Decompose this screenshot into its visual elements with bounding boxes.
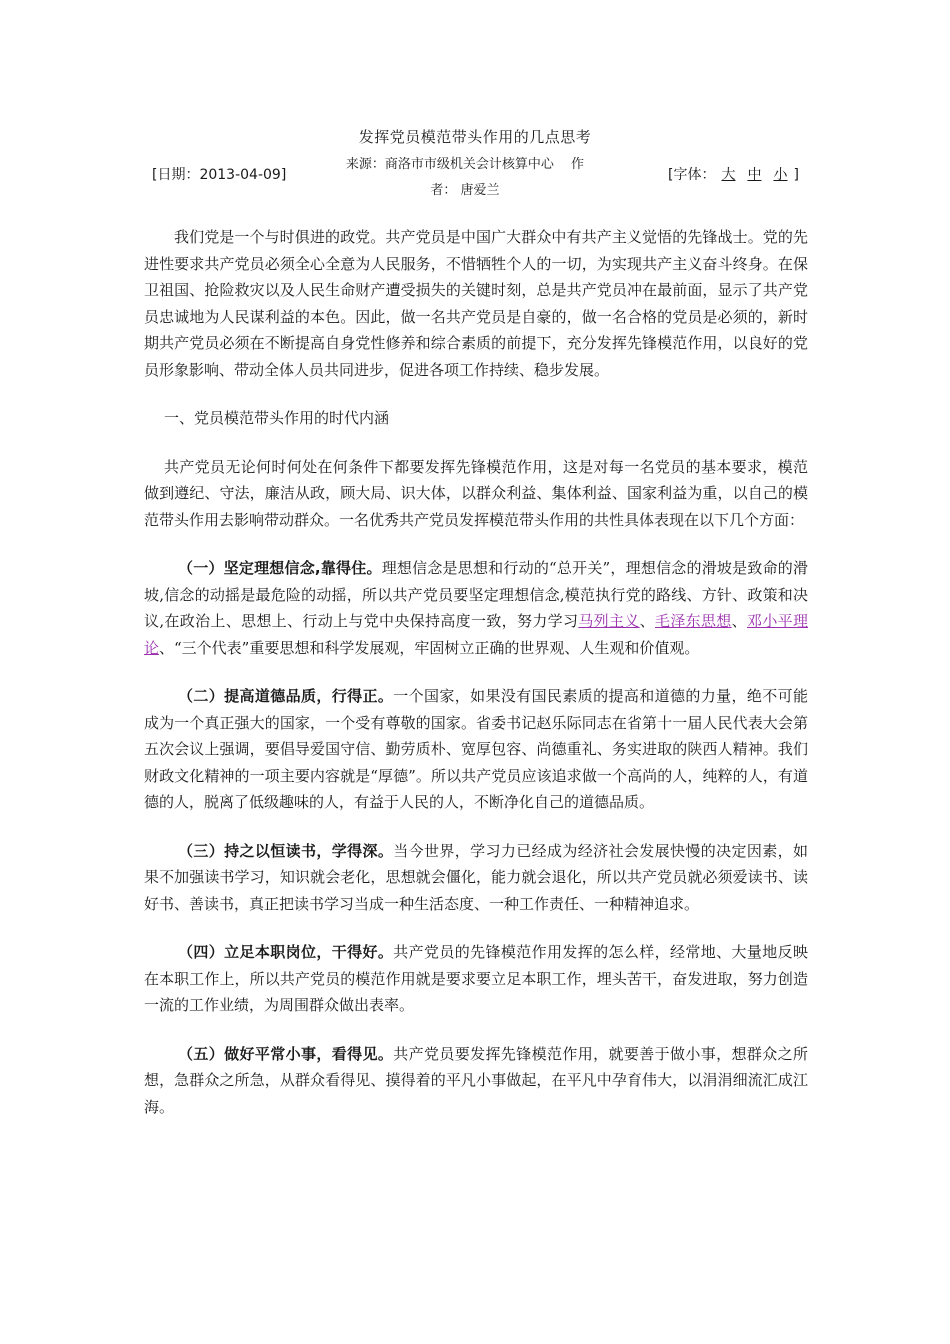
item-heading-2: （二）提高道德品质，行得正。	[178, 687, 394, 705]
intro-paragraph: 我们党是一个与时俱进的政党。共产党员是中国广大群众中有共产主义觉悟的先锋战士。党的先进性要求共产党员必须全心全意为人民服务，不惜牺牲个人的一切，为实现共产主义奋斗终身。在保卫祖国、抢险救灾以及人民生命财产遭受损失的关键时刻，总是共产党员冲在最前面，显示了共产党员忠诚地为人民谋利益的本色。因此，做一名共产党员是自豪的，做一名合格的党员是必须的，新时期共产党员必须在不断提高自身党性修养和综合素质的前提下，充分发挥先锋模范作用，以良好的党员形象影响、带动全体人员共同进步，促进各项工作持续、稳步发展。	[144, 228, 808, 379]
item-text-3: 当今世界，学习力已经成为经济社会发展快慢的决定因素，如果不加强读书学习，知识就会老化，思想就会僵化，能力就会退化，所以共产党员就必须爱读书、读好书、善读书，真正把读书学习当成一种生活态度、一种工作责任、一种精神追求。	[144, 841, 808, 913]
item-paragraph-5	[144, 1041, 808, 1121]
article-title: 发挥党员模范带头作用的几点思考	[358, 128, 592, 146]
article-body	[144, 224, 808, 1120]
item-paragraph-3	[144, 838, 808, 918]
article-source	[330, 152, 600, 204]
font-size-suffix: ]	[793, 167, 799, 183]
item-text-1a: 理想信念是思想和行动的“总开关”，理想信念的滑坡是致命的滑坡,信念的动摇是最危险的动摇，所以共产党员要坚定理想信念,模范执行党的路线、方针、政策和决议,在政治上、思想上、行动上与党中央保持高度一致，努力学习	[144, 559, 808, 630]
font-large-link[interactable]: 大	[721, 167, 736, 183]
source-line-1: 来源：商洛市市级机关会计核算中心 作	[345, 157, 585, 172]
item-heading-3: （三）持之以恒读书，学得深。	[178, 841, 394, 860]
item-paragraph-1	[144, 555, 808, 661]
publish-date: [日期：2013-04-09]	[152, 167, 287, 183]
item-sep-2: 、	[731, 612, 747, 630]
link-mao-zedong-thought[interactable]: 毛泽东思想	[654, 612, 732, 630]
item-paragraph-4	[144, 939, 808, 1019]
item-sep-1: 、	[639, 612, 655, 630]
item-paragraph-2	[144, 683, 808, 816]
font-size-prefix: [字体：	[668, 167, 716, 183]
font-small-link[interactable]: 小	[773, 167, 788, 183]
section-heading-1: 一、党员模范带头作用的时代内涵	[164, 409, 390, 427]
section-paragraph-1: 共产党员无论何时何处在何条件下都要发挥先锋模范作用，这是对每一名党员的基本要求，模范做到遵纪、守法，廉洁从政，顾大局、识大体，以群众利益、集体利益、国家利益为重，以自己的模范带头作用去影响带动群众。一名优秀共产党员发挥模范带头作用的共性具体表现在以下几个方面：	[144, 457, 808, 529]
item-heading-1: （一）坚定理想信念,靠得住。	[178, 559, 382, 577]
item-heading-4: （四）立足本职岗位，干得好。	[178, 943, 394, 961]
item-text-4: 共产党员的先锋模范作用发挥的怎么样，经常地、大量地反映在本职工作上，所以共产党员的模范作用就是要求要立足本职工作，埋头苦干，奋发进取，努力创造一流的工作业绩，为周围群众做出表率。	[144, 943, 808, 1014]
item-text-1b: 、“三个代表”重要思想和科学发展观，牢固树立正确的世界观、人生观和价值观。	[159, 638, 700, 657]
link-deng-xiaoping-theory[interactable]: 邓小平理论	[144, 612, 808, 657]
item-text-2: 一个国家，如果没有国民素质的提高和道德的力量，绝不可能成为一个真正强大的国家，一个受有尊敬的国家。省委书记赵乐际同志在省第十一届人民代表大会第五次会议上强调，要倡导爱国守信、勤劳质朴、宽厚包容、尚德重礼、务实进取的陕西人精神。我们财政文化精神的一项主要内容就是“厚德”。所以共产党员应该追求做一个高尚的人，纯粹的人，有道德的人，脱离了低级趣味的人，有益于人民的人，不断净化自己的道德品质。	[144, 687, 808, 811]
item-text-5: 共产党员要发挥先锋模范作用，就要善于做小事，想群众之所想，急群众之所急，从群众看得见、摸得着的平凡小事做起，在平凡中孕育伟大，以涓涓细流汇成江海。	[144, 1044, 808, 1116]
link-marxism-leninism[interactable]: 马列主义	[578, 612, 640, 630]
font-size-selector	[668, 164, 799, 186]
source-line-2: 者： 唐爱兰	[430, 183, 500, 198]
font-medium-link[interactable]: 中	[747, 167, 762, 183]
item-heading-5: （五）做好平常小事，看得见。	[178, 1044, 394, 1063]
